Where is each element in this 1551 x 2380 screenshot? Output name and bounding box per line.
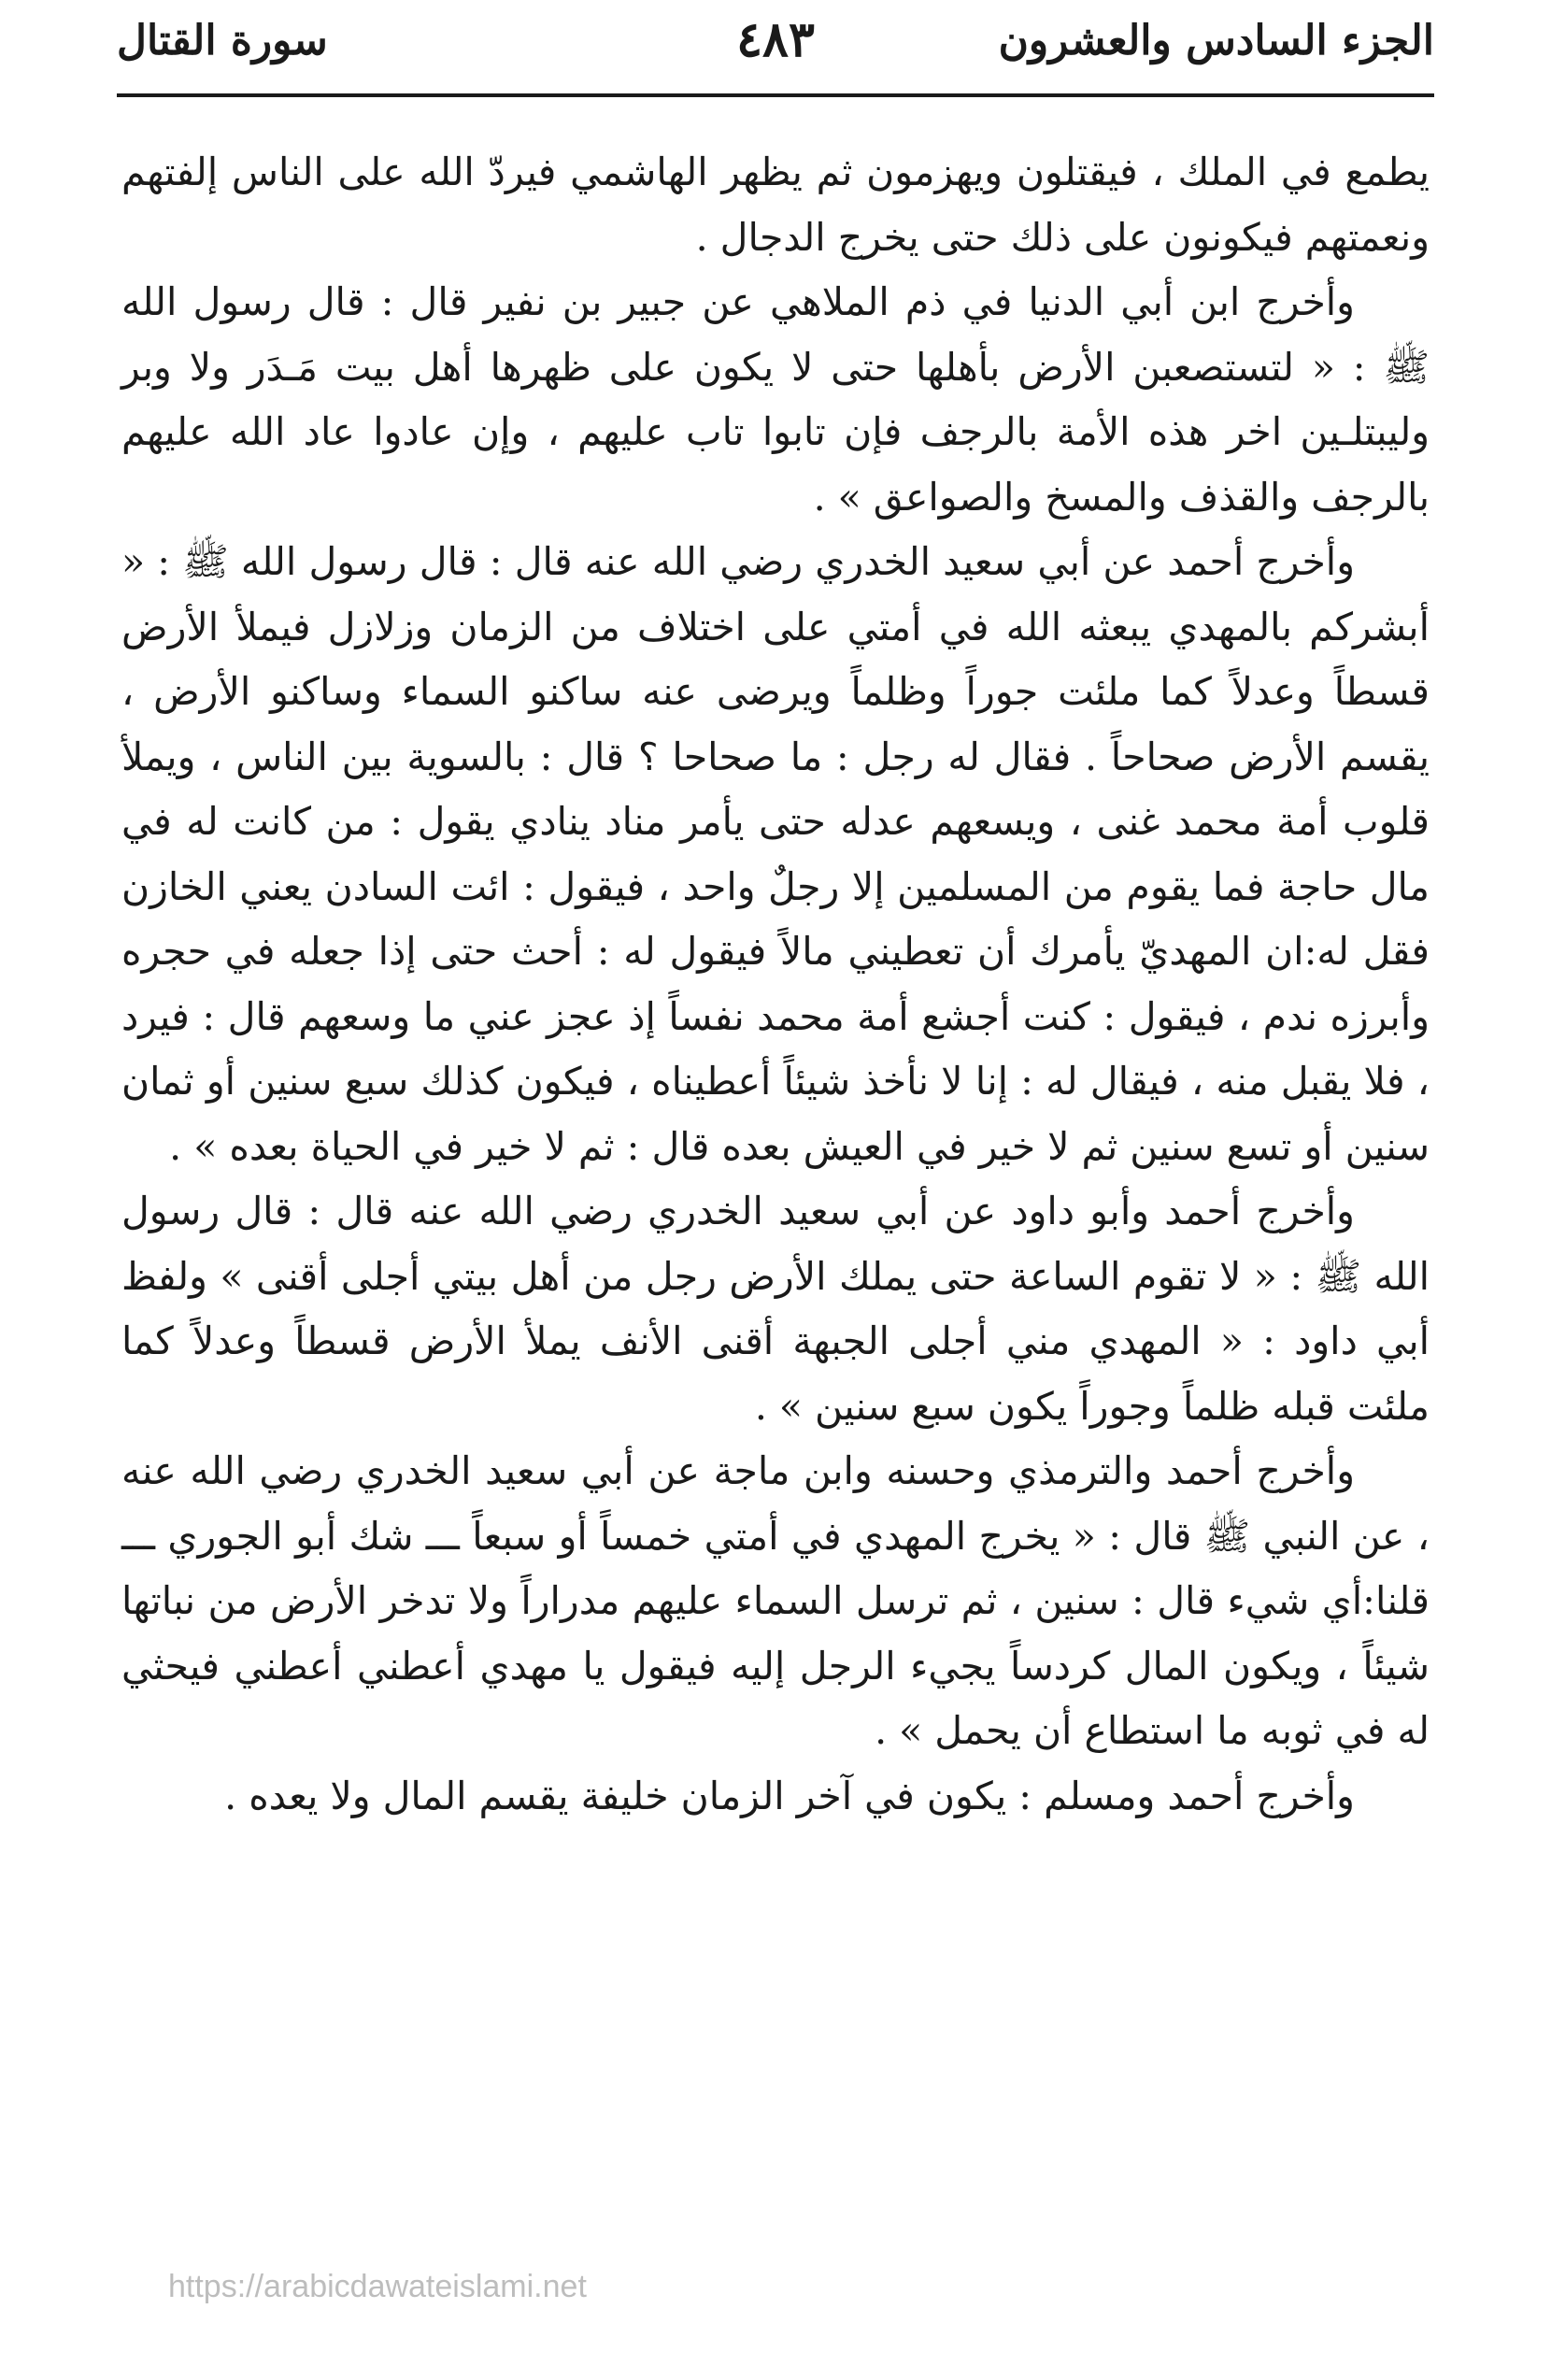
paragraph: وأخرج أحمد ومسلم : يكون في آخر الزمان خليفة يقسم المال ولا يعده .	[224, 1773, 1355, 1818]
page-header	[117, 7, 1434, 92]
header-rule	[117, 93, 1434, 97]
page-number: ٤٨٣	[736, 11, 815, 68]
part-title: الجزء السادس والعشرون	[998, 17, 1434, 64]
body-text	[121, 140, 1430, 1829]
paragraph: وأخرج أحمد وأبو داود عن أبي سعيد الخدري رضي الله عنه قال : قال رسول الله ﷺ : « لا تقوم الساعة حتى يملك الأرض رجل من أهل بيتي أجلى أقنى » ولفظ أبي داود : « المهدي مني أجلى الجبهة أقنى الأنف يملأ الأرض قسطاً وعدلاً كما ملئت قبله ظلماً وجوراً يكون سبع سنين » .	[121, 1189, 1430, 1429]
surah-title: سورة القتال	[117, 17, 328, 64]
paragraph: يطمع في الملك ، فيقتلون ويهزمون ثم يظهر الهاشمي فيردّ الله على الناس إلفتهم ونعمتهم فيكونون على ذلك حتى يخرج الدجال .	[121, 150, 1430, 260]
paragraph: وأخرج أحمد عن أبي سعيد الخدري رضي الله عنه قال : قال رسول الله ﷺ : « أبشركم بالمهدي يبعثه الله في أمتي على اختلاف من الزمان وزلازل فيملأ الأرض قسطاً وعدلاً كما ملئت جوراً وظلماً ويرضى عنه ساكنو السماء وساكنو الأرض ، يقسم الأرض صحاحاً . فقال له رجل : ما صحاحا ؟ قال : بالسوية بين الناس ، ويملأ قلوب أمة محمد غنى ، ويسعهم عدله حتى يأمر مناد ينادي يقول : من كانت له في مال حاجة فما يقوم من المسلمين إلا رجلٌ واحد ، فيقول : ائت السادن يعني الخازن فقل له:ان المهديّ يأمرك أن تعطيني مالاً فيقول له : أحث حتى إذا جعله في حجره وأبرزه ندم ، فيقول : كنت أجشع أمة محمد نفساً إذ عجز عني ما وسعهم قال : فيرد ، فلا يقبل منه ، فيقال له : إنا لا نأخذ شيئاً أعطيناه ، فيكون كذلك سبع سنين أو ثمان سنين أو تسع سنين ثم لا خير في العيش بعده قال : ثم لا خير في الحياة بعده » .	[121, 539, 1430, 1169]
paragraph: وأخرج ابن أبي الدنيا في ذم الملاهي عن جبير بن نفير قال : قال رسول الله ﷺ : « لتستصعبن الأرض بأهلها حتى لا يكون على ظهرها أهل بيت مَـدَر ولا وبر وليبتلـين اخر هذه الأمة بالرجف فإن تابوا تاب عليهم ، وإن عادوا عاد الله عليهم بالرجف والقذف والمسخ والصواعق » .	[121, 279, 1430, 520]
paragraph: وأخرج أحمد والترمذي وحسنه وابن ماجة عن أبي سعيد الخدري رضي الله عنه ، عن النبي ﷺ قال : « يخرج المهدي في أمتي خمساً أو سبعاً ـــ شك أبو الجوري ـــ قلنا:أي شيء قال : سنين ، ثم ترسل السماء عليهم مدراراً ولا تدخر الأرض من نباتها شيئاً ، ويكون المال كردساً يجيء الرجل إليه فيقول يا مهدي أعطني أعطني فيحثي له في ثوبه ما استطاع أن يحمل » .	[121, 1448, 1430, 1753]
watermark-url: https://arabicdawateislami.net	[168, 2269, 587, 2304]
